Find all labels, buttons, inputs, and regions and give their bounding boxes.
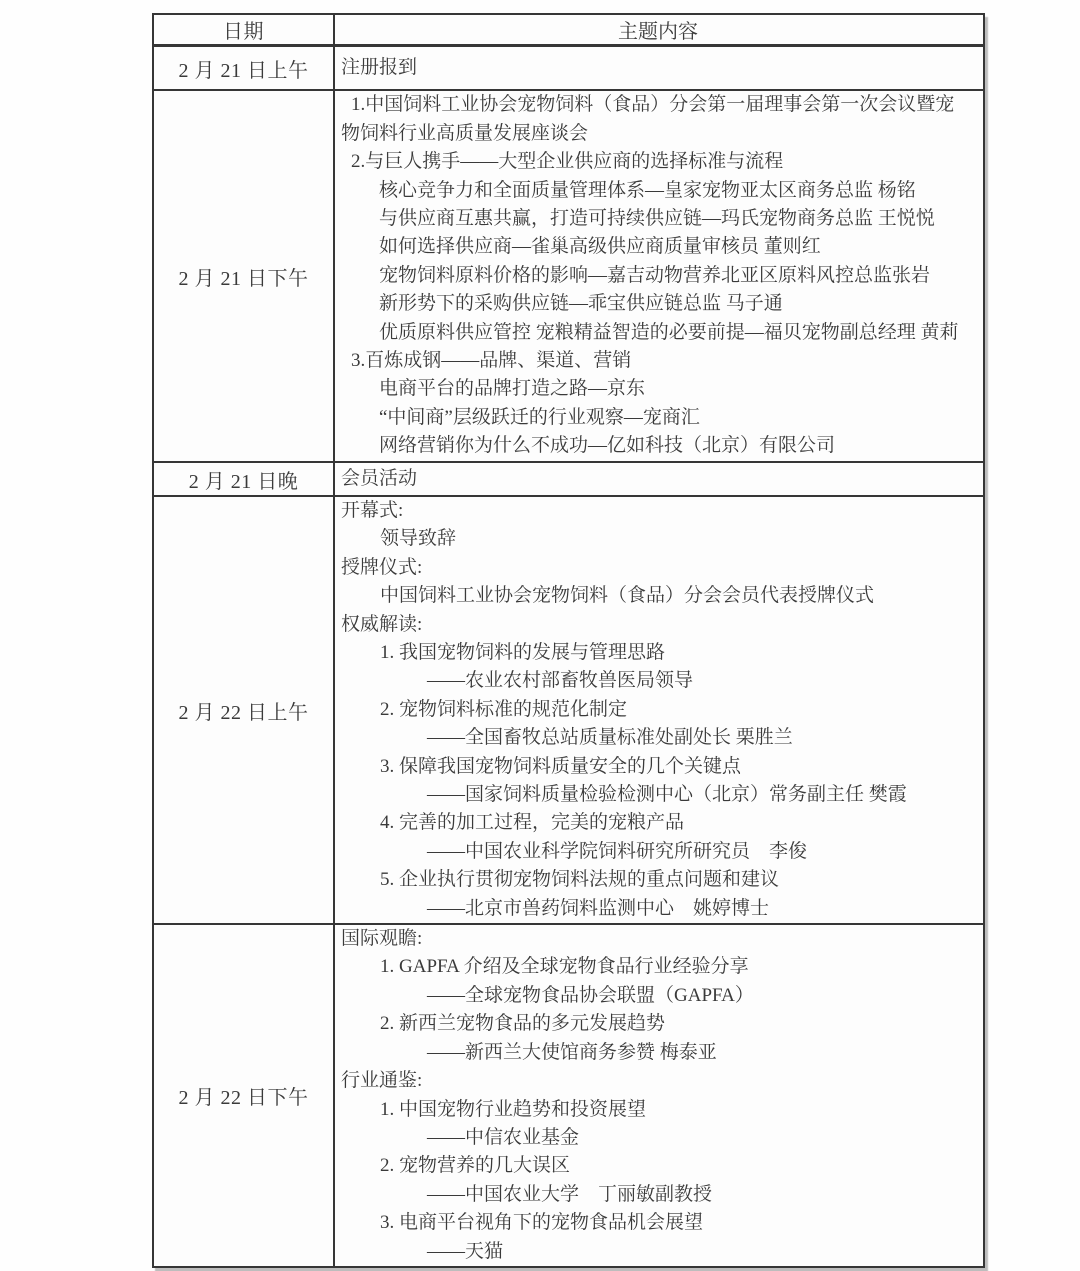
- content-line: 网络营销你为什么不成功—亿如科技（北京）有限公司: [379, 435, 836, 457]
- content-line: 1. 中国宠物行业趋势和投资展望: [380, 1098, 647, 1120]
- content-line: ——农业农村部畜牧兽医局领导: [427, 670, 694, 692]
- date-cell: 2 月 21 日上午: [154, 47, 335, 89]
- table-header-row: [154, 15, 983, 47]
- content-line: 2. 新西兰宠物食品的多元发展趋势: [380, 1013, 666, 1035]
- table-row: [154, 495, 983, 923]
- content-line: 权威解读:: [341, 613, 423, 635]
- table-row: [154, 47, 983, 89]
- content-line: ——国家饲料质量检验检测中心（北京）常务副主任 樊霞: [427, 784, 907, 806]
- content-line: 领导致辞: [380, 528, 457, 550]
- content-line: 1.中国饲料工业协会宠物饲料（食品）分会第一届理事会第一次会议暨宠: [351, 94, 955, 116]
- content-line: 4. 完善的加工过程，完美的宠粮产品: [380, 812, 685, 834]
- content-line: 电商平台的品牌打造之路—京东: [379, 378, 646, 400]
- content-line: 2.与巨人携手——大型企业供应商的选择标准与流程: [351, 151, 784, 173]
- content-cell: [335, 47, 983, 89]
- content-cell: [335, 497, 983, 923]
- content-line: 3. 电商平台视角下的宠物食品机会展望: [380, 1212, 704, 1234]
- date-cell: 2 月 21 日下午: [154, 91, 335, 461]
- content-line: ——中信农业基金: [427, 1126, 580, 1148]
- content-line: ——全国畜牧总站质量标准处副处长 栗胜兰: [427, 727, 793, 749]
- content-line: 3.百炼成钢——品牌、渠道、营销: [351, 350, 632, 372]
- table-body: [154, 47, 983, 1266]
- content-line: ——中国农业大学 丁丽敏副教授: [427, 1183, 713, 1205]
- table-row: [154, 89, 983, 461]
- content-line: 2. 宠物营养的几大误区: [380, 1155, 571, 1177]
- table-row: [154, 461, 983, 495]
- content-line: 与供应商互惠共赢，打造可持续供应链—玛氏宠物商务总监 王悦悦: [379, 207, 935, 229]
- content-line: 核心竞争力和全面质量管理体系—皇家宠物亚太区商务总监 杨铭: [379, 179, 916, 201]
- content-line: 新形势下的采购供应链—乖宝供应链总监 马子通: [379, 293, 783, 315]
- content-line: 1. GAPFA 介绍及全球宠物食品行业经验分享: [380, 956, 749, 978]
- content-line: 开幕式:: [341, 499, 404, 521]
- content-line: 宠物饲料原料价格的影响—嘉吉动物营养北亚区原料风控总监张岩: [379, 264, 931, 286]
- content-line: 会员活动: [341, 467, 418, 489]
- content-line: ——新西兰大使馆商务参赞 梅泰亚: [427, 1041, 717, 1063]
- column-header-content: 主题内容: [618, 21, 698, 43]
- date-cell: 2 月 21 日晚: [154, 463, 335, 495]
- column-header-date: 日期: [154, 15, 335, 44]
- date-cell: 2 月 22 日下午: [154, 925, 335, 1266]
- content-cell: [335, 91, 983, 461]
- content-line: 1. 我国宠物饲料的发展与管理思路: [380, 641, 666, 663]
- table-row: [154, 923, 983, 1266]
- content-line: ——中国农业科学院饲料研究所研究员 李俊: [427, 840, 808, 862]
- content-line: 行业通鉴:: [341, 1070, 423, 1092]
- schedule-table: [152, 13, 985, 1268]
- content-line: 如何选择供应商—雀巢高级供应商质量审核员 董则红: [379, 236, 821, 258]
- content-line: 5. 企业执行贯彻宠物饲料法规的重点问题和建议: [380, 869, 780, 891]
- content-line: 3. 保障我国宠物饲料质量安全的几个关键点: [380, 755, 742, 777]
- content-line: 中国饲料工业协会宠物饲料（食品）分会会员代表授牌仪式: [380, 585, 875, 607]
- content-line: “中间商”层级跃迁的行业观察—宠商汇: [379, 406, 700, 428]
- content-line: 物饲料行业高质量发展座谈会: [341, 122, 589, 144]
- content-line: ——北京市兽药饲料监测中心 姚婷博士: [427, 897, 770, 919]
- content-line: ——天猫: [427, 1240, 504, 1262]
- content-line: 国际观瞻:: [341, 928, 423, 950]
- content-cell: [335, 925, 983, 1266]
- content-cell: [335, 463, 983, 495]
- content-line: 授牌仪式:: [341, 556, 423, 578]
- content-line: 优质原料供应管控 宠粮精益智造的必要前提—福贝宠物副总经理 黄莉: [379, 321, 959, 343]
- content-line: 2. 宠物饲料标准的规范化制定: [380, 698, 628, 720]
- date-cell: 2 月 22 日上午: [154, 497, 335, 923]
- content-line: ——全球宠物食品协会联盟（GAPFA）: [427, 984, 754, 1006]
- content-line: 注册报到: [341, 56, 418, 78]
